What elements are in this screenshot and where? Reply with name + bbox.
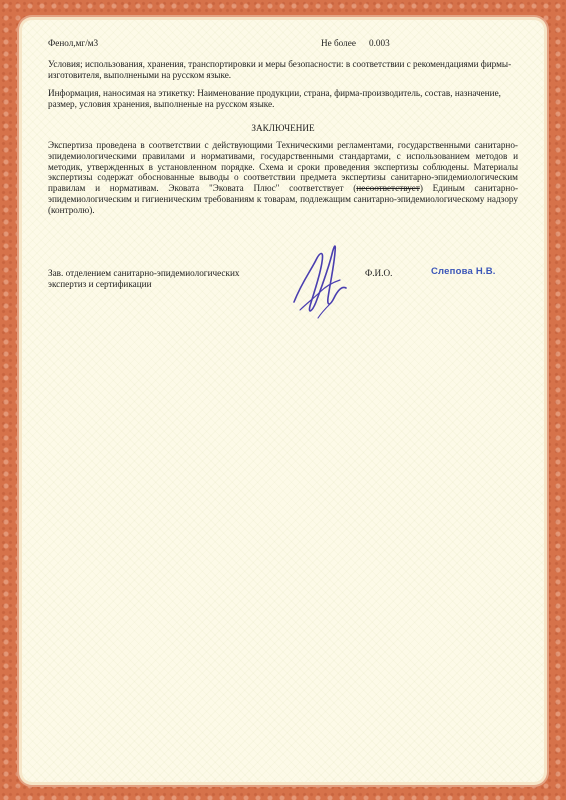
conditions-paragraph: Условия; использования, хранения, транспортировки и меры безопасности: в соответствии с рекомендациями фирмы-изготовителя, выполнеными на русском языке. [48,59,512,80]
conclusion-struck-word: несоответствует [356,183,420,194]
phenol-norm-label: Не более [321,38,356,48]
document-body [22,20,544,782]
handwritten-signature [280,232,360,328]
phenol-row [48,38,518,50]
name-stamp: Слепова Н.В. [431,266,496,277]
fio-label: Ф.И.О. [365,268,393,278]
phenol-name: Фенол,мг/м3 [48,38,99,48]
conclusion-text-part2: ) Единым санитарно-эпидемиологическим и гигиеническим требованиям к товарам, подлежащим санитарно-эпидемиологическому надзору (контролю). [48,183,519,215]
signatory-position: Зав. отделением санитарно-эпидемиологических экспертиз и сертификации [48,268,240,289]
conclusion-heading: ЗАКЛЮЧЕНИЕ [251,123,315,133]
phenol-value: 0.003 [369,38,390,48]
conclusion-text-part1: Экспертиза проведена в соответствии с действующими Техническими регламентами, государственными санитарно-эпидемиологическими правилами и нормативами, государственными стандартами, с использованием методов и методик, утвержденных в установленном порядке. Схема и сроки проведения экспертизы соблюдены. Материалы экспертизы содержат обоснованные выводы о соответствии предмета экспертизы санитарно-эпидемиологическим правилам и нормативам. Эковата "Эковата Плюс" соответствует ( [48,140,518,194]
conclusion-paragraph [48,140,518,216]
label-information-paragraph: Информация, наносимая на этикетку: Наименование продукции, страна, фирма-производитель, состав, назначение, размер, условия хранения, выполненые на русском языке. [48,88,501,109]
